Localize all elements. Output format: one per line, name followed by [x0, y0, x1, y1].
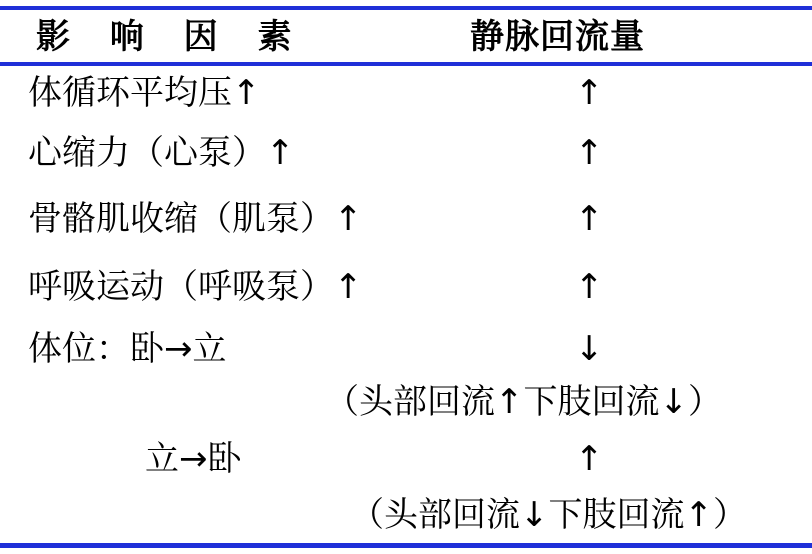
row-2-factor: 心缩力（心泵）↑ [28, 133, 295, 173]
row-3-factor: 骨骼肌收缩（肌泵）↑ [28, 199, 363, 239]
row-5-note: （头部回流↑下肢回流↓） [325, 382, 722, 422]
row-1-factor: 体循环平均压↑ [28, 73, 261, 113]
row-5-factor: 体位：卧→立 [28, 329, 227, 369]
row-6-effect: ↑ [575, 439, 604, 479]
header-rule [0, 62, 812, 66]
header-factor: 影 响 因 素 [36, 17, 306, 57]
header-effect: 静脉回流量 [470, 17, 645, 57]
row-2-effect: ↑ [575, 133, 604, 173]
row-6-note: （头部回流↓下肢回流↑） [350, 495, 747, 535]
row-5-effect: ↓ [575, 329, 604, 369]
row-4-effect: ↑ [575, 267, 604, 307]
bottom-rule [0, 543, 812, 548]
top-rule [0, 6, 812, 10]
row-1-effect: ↑ [575, 73, 604, 113]
row-4-factor: 呼吸运动（呼吸泵）↑ [28, 267, 363, 307]
row-3-effect: ↑ [575, 199, 604, 239]
row-6-factor: 立→卧 [145, 439, 242, 479]
